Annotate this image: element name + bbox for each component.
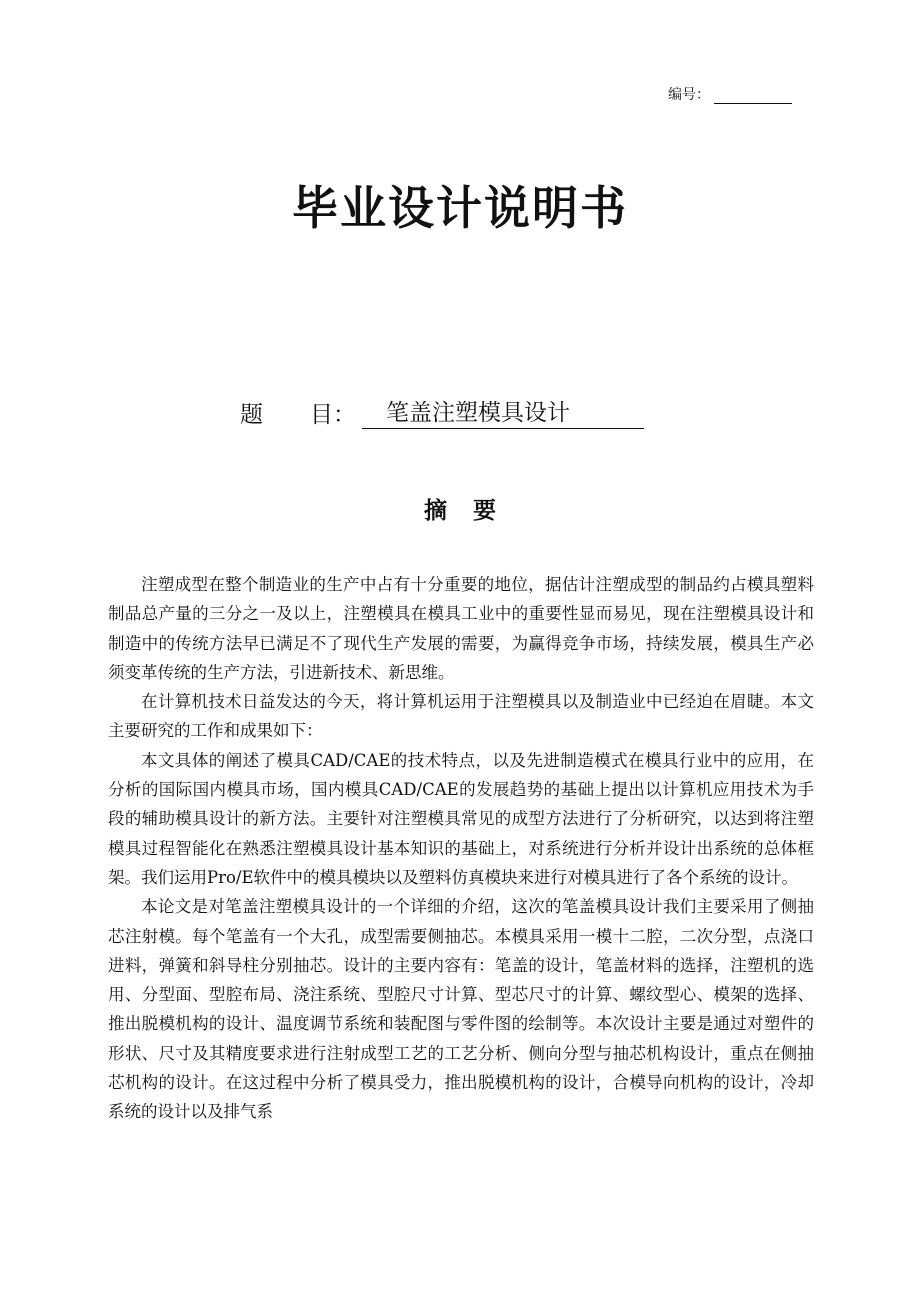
serial-number-label: 编号：	[668, 87, 710, 103]
abstract-body	[108, 570, 814, 1127]
topic-label-part2: 目：	[310, 402, 356, 428]
abstract-paragraph: 本文具体的阐述了模具CAD/CAE的技术特点，以及先进制造模式在模具行业中的应用，在分析的国际国内模具市场，国内模具CAD/CAE的发展趋势的基础上提出以计算机应用技术为手段的辅助模具设计的新方法。主要针对注塑模具常见的成型方法进行了分析研究，以达到将注塑模具过程智能化在熟悉注塑模具设计基本知识的基础上，对系统进行分析并设计出系统的总体框架。我们运用Pro/E软件中的模具模块以及塑料仿真模块来进行对模具进行了各个系统的设计。	[108, 750, 814, 887]
serial-number-blank	[714, 85, 792, 104]
document-title: 毕业设计说明书	[292, 181, 628, 235]
abstract-heading: 摘 要	[423, 498, 496, 524]
abstract-paragraph: 注塑成型在整个制造业的生产中占有十分重要的地位，据估计注塑成型的制品约占模具塑料制品总产量的三分之一及以上，注塑模具在模具工业中的重要性显而易见，现在注塑模具设计和制造中的传统方法早已满足不了现代生产发展的需要，为赢得竞争市场，持续发展，模具生产必须变革传统的生产方法，引进新技术、新思维。	[108, 575, 814, 682]
topic-row	[240, 396, 644, 429]
abstract-paragraph: 本论文是对笔盖注塑模具设计的一个详细的介绍，这次的笔盖模具设计我们主要采用了侧抽芯注射模。每个笔盖有一个大孔，成型需要侧抽芯。本模具采用一模十二腔，二次分型，点浇口进料，弹簧和斜导柱分别抽芯。设计的主要内容有：笔盖的设计，笔盖材料的选择，注塑机的选用、分型面、型腔布局、浇注系统、型腔尺寸计算、型芯尺寸的计算、螺纹型心、模架的选择、推出脱模机构的设计、温度调节系统和装配图与零件图的绘制等。本次设计主要是通过对塑件的形状、尺寸及其精度要求进行注射成型工艺的工艺分析、侧向分型与抽芯机构设计，重点在侧抽芯机构的设计。在这过程中分析了模具受力，推出脱模机构的设计，合模导向机构的设计，冷却系统的设计以及排气系	[108, 897, 814, 1122]
topic-value: 笔盖注塑模具设计	[362, 398, 644, 429]
serial-number-field	[668, 84, 792, 104]
abstract-paragraph: 在计算机技术日益发达的今天，将计算机运用于注塑模具以及制造业中已经迫在眉睫。本文主要研究的工作和成果如下：	[108, 692, 814, 741]
topic-label-part1: 题	[240, 402, 263, 428]
